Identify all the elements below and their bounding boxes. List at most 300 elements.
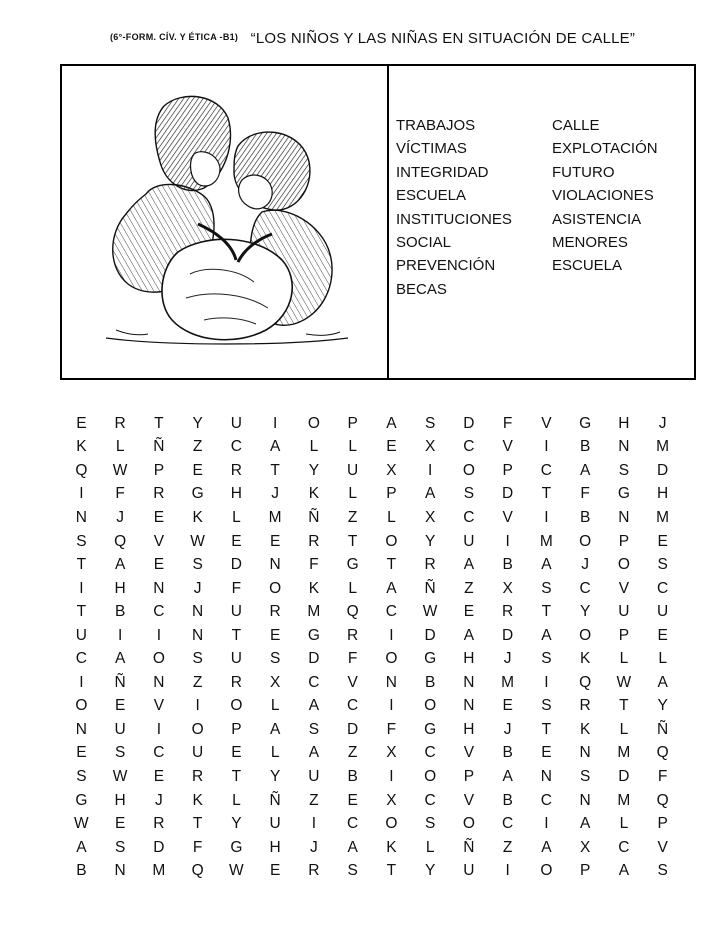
grid-letter[interactable]: Ñ	[114, 673, 126, 691]
grid-letter[interactable]: V	[463, 791, 475, 809]
grid-letter[interactable]: K	[579, 650, 591, 668]
grid-letter[interactable]: O	[230, 697, 243, 715]
grid-letter[interactable]: C	[463, 438, 475, 456]
grid-letter[interactable]: U	[657, 603, 669, 621]
grid-letter[interactable]: B	[347, 767, 358, 785]
grid-letter[interactable]: S	[424, 414, 436, 432]
grid-letter[interactable]: K	[579, 720, 591, 738]
grid-letter[interactable]: I	[544, 508, 549, 526]
grid-letter[interactable]: S	[347, 862, 358, 880]
grid-letter[interactable]: M	[617, 744, 631, 762]
grid-letter[interactable]: F	[657, 767, 668, 785]
grid-letter[interactable]: R	[230, 673, 242, 691]
grid-letter[interactable]: W	[74, 815, 89, 833]
grid-letter[interactable]: I	[505, 862, 510, 880]
grid-letter[interactable]: H	[114, 579, 126, 597]
grid-letter[interactable]: N	[153, 673, 165, 691]
grid-letter[interactable]: E	[192, 461, 203, 479]
grid-letter[interactable]: D	[657, 461, 669, 479]
grid-letter[interactable]: A	[386, 579, 397, 597]
grid-letter[interactable]: T	[231, 767, 242, 785]
grid-letter[interactable]: M	[656, 438, 670, 456]
grid-letter[interactable]: E	[153, 508, 165, 526]
grid-letter[interactable]: I	[389, 697, 394, 715]
grid-letter[interactable]: O	[540, 862, 553, 880]
grid-letter[interactable]: T	[541, 603, 552, 621]
grid-letter[interactable]: I	[79, 579, 84, 597]
grid-letter[interactable]: Q	[346, 603, 359, 621]
grid-letter[interactable]: A	[347, 838, 358, 856]
grid-letter[interactable]: L	[270, 744, 280, 762]
grid-letter[interactable]: R	[502, 603, 514, 621]
grid-letter[interactable]: F	[347, 650, 358, 668]
grid-letter[interactable]: Y	[424, 532, 436, 550]
grid-letter[interactable]: C	[385, 603, 397, 621]
grid-letter[interactable]: P	[618, 626, 630, 644]
grid-letter[interactable]: P	[657, 815, 668, 833]
grid-letter[interactable]: A	[308, 744, 320, 762]
grid-letter[interactable]: K	[308, 485, 320, 503]
grid-letter[interactable]: E	[541, 744, 552, 762]
grid-letter[interactable]: I	[195, 697, 200, 715]
grid-letter[interactable]: P	[347, 414, 358, 432]
grid-letter[interactable]: I	[389, 767, 394, 785]
grid-letter[interactable]: B	[502, 556, 513, 574]
grid-letter[interactable]: I	[117, 626, 123, 644]
grid-letter[interactable]: N	[540, 767, 552, 785]
grid-letter[interactable]: I	[79, 485, 84, 503]
grid-letter[interactable]: S	[76, 532, 87, 550]
grid-letter[interactable]: J	[116, 508, 124, 526]
grid-letter[interactable]: Q	[191, 862, 204, 880]
grid-letter[interactable]: U	[347, 461, 359, 479]
grid-letter[interactable]: O	[579, 626, 592, 644]
grid-letter[interactable]: E	[231, 744, 242, 762]
grid-letter[interactable]: C	[347, 697, 359, 715]
grid-letter[interactable]: A	[579, 815, 591, 833]
grid-letter[interactable]: E	[269, 626, 281, 644]
grid-letter[interactable]: Ñ	[308, 508, 320, 526]
grid-letter[interactable]: A	[463, 556, 475, 574]
grid-letter[interactable]: N	[463, 697, 475, 715]
grid-letter[interactable]: S	[541, 579, 552, 597]
grid-letter[interactable]: S	[463, 485, 475, 503]
grid-letter[interactable]: B	[502, 791, 513, 809]
grid-letter[interactable]: H	[269, 838, 281, 856]
grid-letter[interactable]: T	[386, 862, 397, 880]
grid-letter[interactable]: M	[307, 603, 321, 621]
grid-letter[interactable]: W	[422, 603, 438, 621]
grid-letter[interactable]: O	[462, 461, 475, 479]
grid-letter[interactable]: B	[579, 508, 591, 526]
grid-letter[interactable]: Y	[657, 697, 668, 715]
grid-letter[interactable]: W	[190, 532, 205, 550]
grid-letter[interactable]: A	[541, 556, 552, 574]
grid-letter[interactable]: I	[389, 626, 394, 644]
grid-letter[interactable]: L	[270, 697, 280, 715]
grid-letter[interactable]: H	[657, 485, 669, 503]
grid-letter[interactable]: E	[347, 791, 358, 809]
grid-letter[interactable]: E	[502, 697, 513, 715]
grid-letter[interactable]: E	[386, 438, 397, 456]
grid-letter[interactable]: F	[386, 720, 397, 738]
grid-letter[interactable]: M	[152, 862, 166, 880]
grid-letter[interactable]: S	[579, 767, 591, 785]
grid-letter[interactable]: B	[114, 603, 126, 621]
grid-letter[interactable]: Z	[309, 791, 319, 809]
grid-letter[interactable]: X	[269, 673, 281, 691]
grid-letter[interactable]: S	[541, 697, 552, 715]
grid-letter[interactable]: D	[463, 414, 475, 432]
grid-letter[interactable]: C	[75, 650, 87, 668]
grid-letter[interactable]: S	[618, 461, 630, 479]
grid-letter[interactable]: H	[618, 414, 630, 432]
grid-letter[interactable]: V	[502, 438, 513, 456]
grid-letter[interactable]: J	[503, 720, 512, 738]
grid-letter[interactable]: Z	[347, 744, 358, 762]
grid-letter[interactable]: E	[153, 767, 165, 785]
grid-letter[interactable]: O	[462, 815, 475, 833]
grid-letter[interactable]: M	[268, 508, 282, 526]
grid-letter[interactable]: P	[386, 485, 397, 503]
grid-letter[interactable]: U	[192, 744, 204, 762]
grid-letter[interactable]: T	[76, 556, 87, 574]
grid-letter[interactable]: L	[387, 508, 396, 526]
grid-letter[interactable]: V	[463, 744, 475, 762]
grid-letter[interactable]: Q	[75, 461, 88, 479]
grid-letter[interactable]: W	[616, 673, 632, 691]
grid-letter[interactable]: P	[153, 461, 165, 479]
grid-letter[interactable]: R	[424, 556, 436, 574]
grid-letter[interactable]: Ñ	[657, 720, 669, 738]
grid-letter[interactable]: I	[544, 673, 549, 691]
grid-letter[interactable]: S	[269, 650, 281, 668]
grid-letter[interactable]: F	[309, 556, 319, 574]
grid-letter[interactable]: N	[153, 579, 165, 597]
grid-letter[interactable]: N	[192, 626, 204, 644]
grid-letter[interactable]: S	[541, 650, 552, 668]
grid-letter[interactable]: L	[309, 438, 319, 456]
grid-letter[interactable]: I	[79, 673, 84, 691]
grid-letter[interactable]: C	[618, 838, 630, 856]
grid-letter[interactable]: E	[269, 532, 281, 550]
grid-letter[interactable]: N	[269, 556, 281, 574]
grid-letter[interactable]: A	[114, 650, 126, 668]
grid-letter[interactable]: U	[308, 767, 320, 785]
grid-letter[interactable]: A	[424, 485, 436, 503]
grid-letter[interactable]: E	[269, 862, 281, 880]
grid-letter[interactable]: X	[502, 579, 513, 597]
grid-letter[interactable]: I	[544, 438, 549, 456]
grid-letter[interactable]: P	[463, 767, 475, 785]
grid-letter[interactable]: G	[230, 838, 243, 856]
grid-letter[interactable]: K	[308, 579, 320, 597]
grid-letter[interactable]: K	[386, 838, 397, 856]
grid-letter[interactable]: S	[424, 815, 436, 833]
grid-letter[interactable]: W	[112, 767, 128, 785]
grid-letter[interactable]: I	[156, 720, 162, 738]
grid-letter[interactable]: A	[541, 838, 552, 856]
grid-letter[interactable]: U	[230, 650, 242, 668]
grid-letter[interactable]: N	[192, 603, 204, 621]
grid-letter[interactable]: D	[502, 485, 514, 503]
grid-letter[interactable]: L	[115, 438, 125, 456]
grid-letter[interactable]: N	[618, 508, 630, 526]
grid-letter[interactable]: C	[424, 744, 436, 762]
grid-letter[interactable]: I	[311, 815, 317, 833]
grid-letter[interactable]: F	[580, 485, 590, 503]
grid-letter[interactable]: X	[386, 744, 397, 762]
grid-letter[interactable]: E	[463, 603, 475, 621]
grid-letter[interactable]: U	[618, 603, 630, 621]
grid-letter[interactable]: S	[114, 744, 126, 762]
grid-letter[interactable]: K	[192, 791, 203, 809]
grid-letter[interactable]: A	[76, 838, 87, 856]
grid-letter[interactable]: S	[76, 767, 87, 785]
grid-letter[interactable]: Y	[579, 603, 591, 621]
grid-letter[interactable]: L	[348, 485, 357, 503]
grid-letter[interactable]: O	[307, 414, 320, 432]
grid-letter[interactable]: P	[502, 461, 513, 479]
grid-letter[interactable]: Q	[579, 673, 592, 691]
grid-letter[interactable]: A	[269, 438, 281, 456]
grid-letter[interactable]: T	[541, 720, 552, 738]
grid-letter[interactable]: G	[617, 485, 630, 503]
grid-letter[interactable]: K	[192, 508, 203, 526]
grid-letter[interactable]: D	[153, 838, 165, 856]
grid-letter[interactable]: R	[153, 485, 165, 503]
grid-letter[interactable]: T	[386, 556, 397, 574]
grid-letter[interactable]: G	[346, 556, 359, 574]
grid-letter[interactable]: E	[231, 532, 242, 550]
grid-letter[interactable]: W	[112, 461, 128, 479]
grid-letter[interactable]: C	[347, 815, 359, 833]
grid-letter[interactable]: N	[579, 791, 591, 809]
grid-letter[interactable]: P	[618, 532, 630, 550]
grid-letter[interactable]: O	[385, 815, 398, 833]
grid-letter[interactable]: L	[348, 579, 357, 597]
grid-letter[interactable]: F	[502, 414, 513, 432]
grid-letter[interactable]: I	[505, 532, 510, 550]
grid-letter[interactable]: N	[75, 720, 87, 738]
grid-letter[interactable]: X	[579, 838, 591, 856]
grid-letter[interactable]: Y	[269, 767, 281, 785]
grid-letter[interactable]: S	[192, 650, 203, 668]
grid-letter[interactable]: Y	[192, 414, 203, 432]
grid-letter[interactable]: Q	[656, 791, 669, 809]
grid-letter[interactable]: T	[231, 626, 242, 644]
grid-letter[interactable]: N	[618, 438, 630, 456]
grid-letter[interactable]: V	[657, 838, 668, 856]
grid-letter[interactable]: D	[424, 626, 436, 644]
grid-letter[interactable]: A	[579, 461, 591, 479]
grid-letter[interactable]: A	[386, 414, 397, 432]
grid-letter[interactable]: K	[76, 438, 87, 456]
grid-letter[interactable]: Ñ	[424, 579, 436, 597]
grid-letter[interactable]: O	[385, 650, 398, 668]
grid-letter[interactable]: F	[231, 579, 242, 597]
grid-letter[interactable]: W	[229, 862, 244, 880]
grid-letter[interactable]: P	[231, 720, 242, 738]
grid-letter[interactable]: L	[425, 838, 435, 856]
grid-letter[interactable]: Y	[231, 815, 242, 833]
grid-letter[interactable]: S	[657, 556, 668, 574]
grid-letter[interactable]: C	[540, 791, 552, 809]
grid-letter[interactable]: U	[463, 862, 475, 880]
grid-letter[interactable]: N	[463, 673, 475, 691]
grid-letter[interactable]: C	[153, 603, 165, 621]
grid-letter[interactable]: B	[502, 744, 513, 762]
grid-letter[interactable]: Z	[347, 508, 358, 526]
grid-letter[interactable]: D	[347, 720, 359, 738]
grid-letter[interactable]: M	[539, 532, 553, 550]
grid-letter[interactable]: E	[114, 697, 126, 715]
grid-letter[interactable]: J	[310, 838, 318, 856]
grid-letter[interactable]: J	[503, 650, 512, 668]
grid-letter[interactable]: E	[657, 532, 668, 550]
grid-letter[interactable]: R	[308, 532, 320, 550]
grid-letter[interactable]: I	[427, 461, 433, 479]
grid-letter[interactable]: S	[192, 556, 203, 574]
grid-letter[interactable]: A	[114, 556, 126, 574]
grid-letter[interactable]: O	[152, 650, 165, 668]
grid-letter[interactable]: N	[579, 744, 591, 762]
grid-letter[interactable]: E	[153, 556, 165, 574]
grid-letter[interactable]: A	[308, 697, 320, 715]
grid-letter[interactable]: C	[308, 673, 320, 691]
grid-letter[interactable]: S	[657, 862, 668, 880]
grid-letter[interactable]: T	[76, 603, 87, 621]
grid-letter[interactable]: N	[385, 673, 397, 691]
grid-letter[interactable]: V	[153, 532, 165, 550]
grid-letter[interactable]: Q	[114, 532, 127, 550]
grid-letter[interactable]: G	[424, 650, 437, 668]
grid-letter[interactable]: R	[347, 626, 359, 644]
grid-letter[interactable]: V	[153, 697, 165, 715]
grid-letter[interactable]: T	[270, 461, 280, 479]
grid-letter[interactable]: L	[232, 791, 241, 809]
grid-letter[interactable]: O	[617, 556, 630, 574]
grid-letter[interactable]: Y	[424, 862, 436, 880]
grid-letter[interactable]: G	[424, 720, 437, 738]
grid-letter[interactable]: L	[619, 650, 629, 668]
grid-letter[interactable]: C	[657, 579, 669, 597]
grid-letter[interactable]: S	[114, 838, 126, 856]
grid-letter[interactable]: M	[656, 508, 670, 526]
grid-letter[interactable]: P	[579, 862, 591, 880]
grid-letter[interactable]: C	[230, 438, 242, 456]
grid-letter[interactable]: X	[424, 438, 436, 456]
grid-letter[interactable]: U	[230, 414, 242, 432]
grid-letter[interactable]: Ñ	[153, 438, 165, 456]
grid-letter[interactable]: E	[657, 626, 668, 644]
grid-letter[interactable]: J	[581, 556, 589, 574]
grid-letter[interactable]: O	[579, 532, 592, 550]
grid-letter[interactable]: C	[424, 791, 436, 809]
grid-letter[interactable]: L	[348, 438, 357, 456]
grid-letter[interactable]: J	[193, 579, 202, 597]
grid-letter[interactable]: C	[540, 461, 552, 479]
grid-letter[interactable]: J	[155, 791, 163, 809]
grid-letter[interactable]: A	[463, 626, 475, 644]
grid-letter[interactable]: E	[114, 815, 126, 833]
grid-letter[interactable]: V	[618, 579, 630, 597]
grid-letter[interactable]: O	[424, 767, 437, 785]
grid-letter[interactable]: D	[502, 626, 514, 644]
grid-letter[interactable]: E	[76, 414, 87, 432]
grid-letter[interactable]: Ñ	[463, 838, 475, 856]
grid-letter[interactable]: Ñ	[269, 791, 281, 809]
grid-letter[interactable]: A	[269, 720, 281, 738]
grid-letter[interactable]: Q	[656, 744, 669, 762]
grid-letter[interactable]: L	[619, 720, 629, 738]
grid-letter[interactable]: G	[307, 626, 320, 644]
grid-letter[interactable]: G	[579, 414, 592, 432]
grid-letter[interactable]: R	[579, 697, 591, 715]
grid-letter[interactable]: H	[463, 720, 475, 738]
grid-letter[interactable]: Z	[502, 838, 513, 856]
grid-letter[interactable]: D	[308, 650, 320, 668]
grid-letter[interactable]: U	[269, 815, 281, 833]
grid-letter[interactable]: Z	[192, 438, 203, 456]
grid-letter[interactable]: V	[502, 508, 513, 526]
grid-letter[interactable]: U	[230, 603, 242, 621]
grid-letter[interactable]: D	[230, 556, 242, 574]
grid-letter[interactable]: T	[541, 485, 552, 503]
grid-letter[interactable]: E	[76, 744, 87, 762]
grid-letter[interactable]: C	[463, 508, 475, 526]
grid-letter[interactable]: O	[385, 532, 398, 550]
grid-letter[interactable]: H	[114, 791, 126, 809]
grid-letter[interactable]: U	[114, 720, 126, 738]
grid-letter[interactable]: A	[502, 767, 513, 785]
grid-letter[interactable]: J	[658, 414, 667, 432]
grid-letter[interactable]: F	[115, 485, 125, 503]
grid-letter[interactable]: M	[617, 791, 631, 809]
grid-letter[interactable]: N	[114, 862, 126, 880]
grid-letter[interactable]: O	[424, 697, 437, 715]
grid-letter[interactable]: O	[191, 720, 204, 738]
grid-letter[interactable]: O	[75, 697, 88, 715]
grid-letter[interactable]: X	[424, 508, 436, 526]
grid-letter[interactable]: R	[230, 461, 242, 479]
grid-letter[interactable]: I	[272, 414, 278, 432]
grid-letter[interactable]: I	[544, 815, 549, 833]
grid-letter[interactable]: Z	[464, 579, 474, 597]
grid-letter[interactable]: A	[618, 862, 630, 880]
grid-letter[interactable]: H	[463, 650, 475, 668]
grid-letter[interactable]: N	[75, 508, 87, 526]
grid-letter[interactable]: O	[269, 579, 282, 597]
grid-letter[interactable]: Z	[192, 673, 203, 691]
grid-letter[interactable]: S	[308, 720, 320, 738]
grid-letter[interactable]: B	[424, 673, 436, 691]
grid-letter[interactable]: L	[232, 508, 241, 526]
grid-letter[interactable]: B	[76, 862, 87, 880]
grid-letter[interactable]: X	[386, 461, 397, 479]
grid-letter[interactable]: Y	[308, 461, 320, 479]
grid-letter[interactable]: U	[75, 626, 87, 644]
grid-letter[interactable]: D	[618, 767, 630, 785]
grid-letter[interactable]: B	[579, 438, 591, 456]
grid-letter[interactable]: V	[541, 414, 552, 432]
grid-letter[interactable]: U	[463, 532, 475, 550]
grid-letter[interactable]: I	[156, 626, 162, 644]
grid-letter[interactable]: A	[657, 673, 668, 691]
grid-letter[interactable]: M	[501, 673, 515, 691]
grid-letter[interactable]: H	[230, 485, 242, 503]
grid-letter[interactable]: R	[153, 815, 165, 833]
